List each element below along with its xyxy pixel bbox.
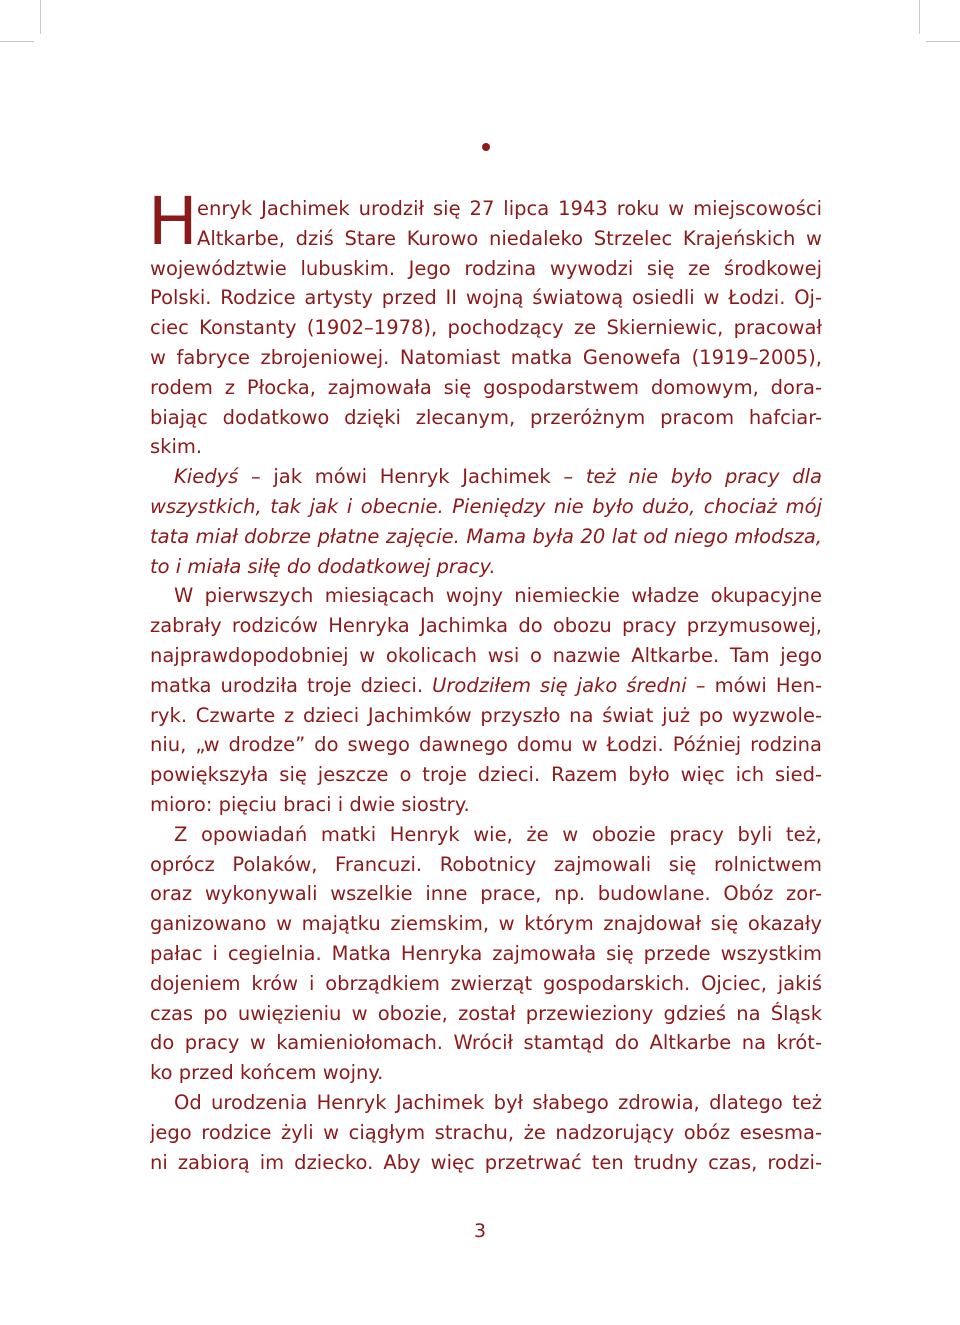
text-line: ni zabiorą im dziecko. Aby więc przetrwać ten trudny czas, rodzi- [150,1150,822,1174]
text-line: Z opowiadań matki Henryk wie, że w obozie pracy byli też, [174,822,822,846]
text-line: zabrały rodziców Henryka Jachimka do obozu pracy przymusowej, [150,614,822,638]
text-line: enryk Jachimek urodził się 27 lipca 1943 roku w miejscowości [197,197,822,220]
text-line: to i miała siłę do dodatkowej pracy. [150,554,496,578]
text-line: tata miał dobrze płatne zajęcie. Mama była 20 lat od niego młodsza, [150,524,822,548]
drop-cap: H [148,183,198,260]
text-line: najprawdopodobniej w okolicach wsi o nazwie Altkarbe. Tam jego [150,643,822,667]
ornament-dot [482,143,490,151]
text-line: wszystkich, tak jak i obecnie. Pieniędzy nie było dużo, chociaż mój [150,494,822,518]
text-line: oprócz Polaków, Francuzi. Robotnicy zajmowali się rolnictwem [150,852,822,876]
crop-mark-top-left-vertical [40,0,41,34]
text-line: W pierwszych miesiącach wojny niemieckie władze okupacyjne [174,584,822,608]
page-number: 3 [473,1220,487,1242]
text-line: województwie lubuskim. Jego rodzina wywodzi się ze środkowej [150,256,822,280]
text-line: jego rodzice żyli w ciągłym strachu, że nadzorujący obóz esesma- [150,1120,822,1144]
text-line: skim. [150,435,203,459]
text-line: Polski. Rodzice artysty przed II wojną światową osiedli w Łodzi. Oj- [150,286,822,310]
text-line: ryk. Czwarte z dzieci Jachimków przyszło na świat już po wyzwole- [150,703,822,727]
text-line: w fabryce zbrojeniowej. Natomiast matka Genowefa (1919–2005), [150,345,822,369]
text-line: ganizowano w majątku ziemskim, w którym znajdował się okazały [150,912,822,936]
text-line: dojeniem krów i obrządkiem zwierząt gospodarskich. Ojciec, jakiś [150,971,822,995]
text-line: Kiedyś – jak mówi Henryk Jachimek – też nie było pracy dla [174,465,822,489]
text-line: do pracy w kamieniołomach. Wrócił stamtąd do Altkarbe na krót- [150,1031,822,1055]
text-line: niu, „w drodze” do swego dawnego domu w Łodzi. Później rodzina [150,733,822,757]
text-line: czas po uwięzieniu w obozie, został przewieziony gdzieś na Śląsk [150,1001,822,1025]
text-line: Altkarbe, dziś Stare Kurowo niedaleko Strzelec Krajeńskich w [197,226,822,250]
text-line: mioro: pięciu braci i dwie siostry. [150,792,470,816]
text-line: oraz wykonywali wszelkie inne prace, np. budowlane. Obóz zor- [150,882,822,906]
text-line: biając dodatkowo dzięki zlecanym, przeróżnym pracom hafciar- [150,405,822,429]
text-line: powiększyła się jeszcze o troje dzieci. Razem było więc ich sied- [150,763,822,787]
text-line: ko przed końcem wojny. [150,1061,384,1085]
text-line: Od urodzenia Henryk Jachimek był słabego zdrowia, dlatego też [174,1090,822,1114]
crop-mark-top-left-horizontal [0,41,34,42]
text-line: matka urodziła troje dzieci. Urodziłem się jako średni – mówi Hen- [150,673,822,697]
text-line: ciec Konstanty (1902–1978), pochodzący ze Skierniewic, pracował [150,316,822,340]
text-line: pałac i cegielnia. Matka Henryka zajmowała się przede wszystkim [150,941,822,965]
crop-mark-top-right-vertical [919,0,920,34]
crop-mark-top-right-horizontal [926,41,960,42]
body-text [150,194,822,1177]
text-line: rodem z Płocka, zajmowała się gospodarstwem domowym, dora- [150,375,822,399]
